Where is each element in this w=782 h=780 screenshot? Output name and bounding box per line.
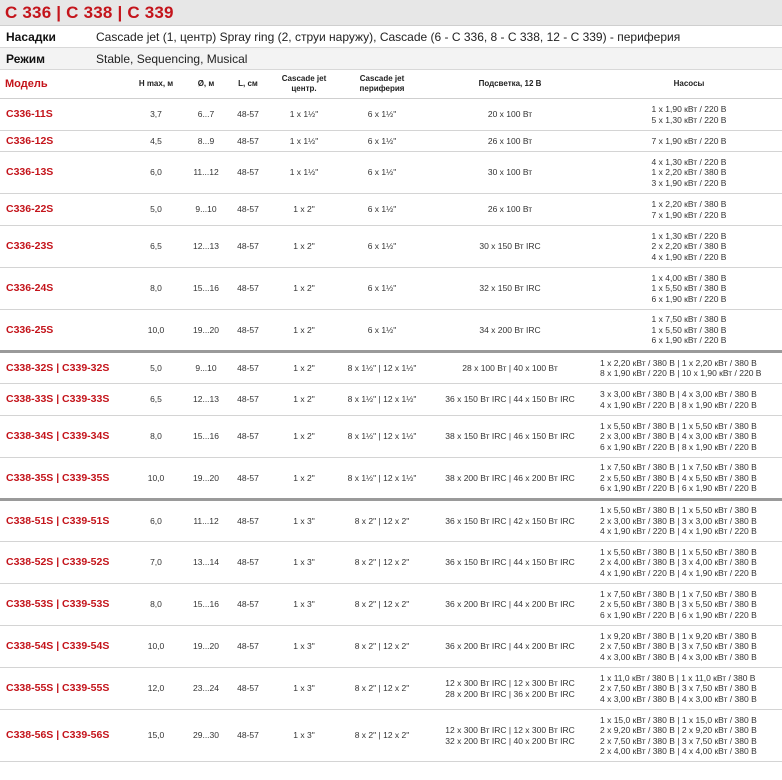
model-cell: C336-12S <box>6 134 54 147</box>
header-row <box>0 70 782 99</box>
lighting-cell: 38 x 150 Вт IRC | 46 x 150 Вт IRC <box>445 431 575 442</box>
header-lighting: Подсветка, 12 В <box>424 70 596 99</box>
length-cell: 48-57 <box>237 641 259 652</box>
cascade-periphery-cell: 6 x 1½" <box>367 167 397 178</box>
cascade-periphery-cell: 6 x 1½" <box>367 135 397 146</box>
model-cell: C338-56S | C339-56S <box>6 729 110 742</box>
pumps-cell: 1 x 7,50 кВт / 380 В | 1 x 7,50 кВт / 380 В 2 x 5,50 кВт / 380 В | 4 x 5,50 кВт / 380 В 6 x 1,90 кВт / 220 В | 6 x 1,90 кВт / 220 В <box>600 462 757 494</box>
cascade-center-cell: 1 x 1½" <box>289 135 319 146</box>
cascade-periphery-cell: 8 x 2" | 12 x 2" <box>354 599 410 610</box>
model-cell: C338-52S | C339-52S <box>6 556 110 569</box>
header-cascade-periphery: Cascade jet периферия <box>340 70 424 99</box>
pumps-cell: 1 x 2,20 кВт / 380 В 7 x 1,90 кВт / 220 В <box>651 199 727 220</box>
diameter-cell: 11...12 <box>184 500 228 542</box>
hmax-cell: 6,0 <box>150 167 162 178</box>
length-cell: 48-57 <box>237 683 259 694</box>
lighting-cell: 38 x 200 Вт IRC | 46 x 200 Вт IRC <box>445 472 575 483</box>
cascade-center-cell: 1 x 3" <box>268 500 340 542</box>
table-row <box>0 584 782 626</box>
lighting-cell: 36 x 200 Вт IRC | 44 x 200 Вт IRC <box>445 641 575 652</box>
cascade-periphery-cell: 6 x 1½" <box>367 283 397 294</box>
table-row <box>0 352 782 384</box>
length-cell: 48-57 <box>237 167 259 178</box>
cascade-periphery-cell: 8 x 2" | 12 x 2" <box>354 730 410 741</box>
model-cell: C336-22S <box>6 203 54 216</box>
model-cell: C338-34S | C339-34S <box>6 430 110 443</box>
nozzles-row <box>0 26 782 48</box>
pumps-cell: 1 x 5,50 кВт / 380 В | 1 x 5,50 кВт / 380 В 2 x 4,00 кВт / 380 В | 3 x 4,00 кВт / 380 В 4 x 1,90 кВт / 220 В | 4 x 1,90 кВт / 220 В <box>600 546 757 578</box>
length-cell: 48-57 <box>237 283 259 294</box>
model-cell: C336-23S <box>6 240 54 253</box>
header-diameter: Ø, м <box>184 70 228 99</box>
hmax-cell: 6,5 <box>150 241 162 252</box>
pumps-cell: 1 x 15,0 кВт / 380 В | 1 x 15,0 кВт / 380 В 2 x 9,20 кВт / 380 В | 2 x 9,20 кВт / 380 В 2 x 7,50 кВт / 380 В | 3 x 7,50 кВт / 380 В 2 x 4,00 кВт / 380 В | 4 x 4,00 кВт / 380 В <box>600 714 757 756</box>
table-row <box>0 626 782 668</box>
lighting-cell: 36 x 150 Вт IRC | 42 x 150 Вт IRC <box>424 500 596 542</box>
hmax-cell: 8,0 <box>150 599 162 610</box>
model-cell: C338-33S | C339-33S <box>6 393 110 406</box>
length-cell: 48-57 <box>237 730 259 741</box>
cascade-periphery-cell: 8 x 1½" | 12 x 1½" <box>347 431 417 442</box>
table-row <box>0 99 782 131</box>
diameter-cell: 12...13 <box>193 394 219 405</box>
lighting-cell: 26 x 100 Вт <box>487 204 533 215</box>
cascade-periphery-cell: 8 x 1½" | 12 x 1½" <box>347 394 417 405</box>
length-cell: 48-57 <box>237 109 259 120</box>
cascade-center-cell: 1 x 2" <box>293 394 315 405</box>
length-cell: 48-57 <box>237 241 259 252</box>
model-cell: C338-53S | C339-53S <box>6 598 110 611</box>
cascade-periphery-cell: 8 x 2" | 12 x 2" <box>354 683 410 694</box>
table-row <box>0 268 782 310</box>
cascade-periphery-cell: 6 x 1½" <box>367 241 397 252</box>
table-row <box>0 416 782 458</box>
length-cell: 48-57 <box>237 557 259 568</box>
pumps-cell: 3 x 3,00 кВт / 380 В | 4 x 3,00 кВт / 380 В 4 x 1,90 кВт / 220 В | 8 x 1,90 кВт / 220 В <box>600 389 757 410</box>
lighting-cell: 36 x 150 Вт IRC | 44 x 150 Вт IRC <box>445 394 575 405</box>
cascade-center-cell: 1 x 2" <box>293 472 315 483</box>
pumps-cell: 1 x 1,90 кВт / 220 В 5 x 1,30 кВт / 220 В <box>651 104 727 125</box>
cascade-center-cell: 1 x 2" <box>293 324 315 335</box>
hmax-cell: 6,5 <box>150 394 162 405</box>
hmax-cell: 12,0 <box>147 683 165 694</box>
diameter-cell: 19...20 <box>193 324 219 335</box>
table-row <box>0 668 782 710</box>
model-cell: C336-25S <box>6 323 54 336</box>
hmax-cell: 10,0 <box>147 641 165 652</box>
cascade-periphery-cell: 8 x 2" | 12 x 2" <box>340 500 424 542</box>
length-cell: 48-57 <box>228 500 268 542</box>
diameter-cell: 13...14 <box>193 557 219 568</box>
nozzles-label: Насадки <box>6 29 56 44</box>
lighting-cell: 32 x 150 Вт IRC <box>479 283 541 294</box>
header-model: Модель <box>0 70 128 99</box>
lighting-cell: 30 x 100 Вт <box>487 167 533 178</box>
length-cell: 48-57 <box>237 599 259 610</box>
model-cell: C338-51S | C339-51S <box>0 500 128 542</box>
table-row <box>0 500 782 542</box>
pumps-cell: 7 x 1,90 кВт / 220 В <box>651 135 727 146</box>
length-cell: 48-57 <box>237 431 259 442</box>
cascade-periphery-cell: 6 x 1½" <box>367 109 397 120</box>
length-cell: 48-57 <box>237 204 259 215</box>
model-cell: C336-24S <box>6 282 54 295</box>
diameter-cell: 9...10 <box>195 204 217 215</box>
hmax-cell: 6,0 <box>128 500 184 542</box>
table-row <box>0 152 782 194</box>
pumps-cell: 1 x 5,50 кВт / 380 В | 1 x 5,50 кВт / 380 В 2 x 3,00 кВт / 380 В | 4 x 3,00 кВт / 380 В 6 x 1,90 кВт / 220 В | 8 x 1,90 кВт / 220 В <box>600 420 757 452</box>
cascade-center-cell: 1 x 3" <box>293 641 315 652</box>
diameter-cell: 15...16 <box>193 283 219 294</box>
header-pumps: Насосы <box>596 70 782 99</box>
length-cell: 48-57 <box>228 352 268 384</box>
table-row <box>0 384 782 416</box>
lighting-cell: 28 x 100 Вт | 40 x 100 Вт <box>424 352 596 384</box>
model-cell: C338-35S | C339-35S <box>6 471 110 484</box>
hmax-cell: 4,5 <box>150 135 162 146</box>
pumps-cell: 1 x 2,20 кВт / 380 В | 1 x 2,20 кВт / 380 В 8 x 1,90 кВт / 220 В | 10 x 1,90 кВт / 220 В <box>596 352 782 384</box>
cascade-center-cell: 1 x 1½" <box>289 109 319 120</box>
table-row <box>0 542 782 584</box>
hmax-cell: 8,0 <box>150 431 162 442</box>
pumps-cell: 4 x 1,30 кВт / 220 В 1 x 2,20 кВт / 380 В 3 x 1,90 кВт / 220 В <box>651 156 727 188</box>
nozzles-value: Cascade jet (1, центр) Spray ring (2, струи наружу), Cascade (6 - C 336, 8 - C 338, 12 - C 339) - периферия <box>96 29 681 44</box>
cascade-center-cell: 1 x 2" <box>293 431 315 442</box>
pumps-cell: 1 x 1,30 кВт / 220 В 2 x 2,20 кВт / 380 В 4 x 1,90 кВт / 220 В <box>651 230 727 262</box>
model-cell: C336-13S <box>6 166 54 179</box>
cascade-center-cell: 1 x 3" <box>293 557 315 568</box>
diameter-cell: 23...24 <box>193 683 219 694</box>
hmax-cell: 15,0 <box>147 730 165 741</box>
cascade-center-cell: 1 x 1½" <box>289 167 319 178</box>
cascade-center-cell: 1 x 2" <box>293 283 315 294</box>
lighting-cell: 12 x 300 Вт IRC | 12 x 300 Вт IRC 32 x 200 Вт IRC | 40 x 200 Вт IRC <box>445 725 575 746</box>
hmax-cell: 5,0 <box>150 204 162 215</box>
model-cell: C338-32S | C339-32S <box>0 352 128 384</box>
hmax-cell: 5,0 <box>128 352 184 384</box>
diameter-cell: 15...16 <box>193 431 219 442</box>
lighting-cell: 34 x 200 Вт IRC <box>479 324 541 335</box>
spec-table <box>0 70 782 762</box>
table-row <box>0 226 782 268</box>
cascade-periphery-cell: 6 x 1½" <box>367 204 397 215</box>
hmax-cell: 7,0 <box>150 557 162 568</box>
cascade-periphery-cell: 8 x 1½" | 12 x 1½" <box>347 472 417 483</box>
cascade-periphery-cell: 6 x 1½" <box>367 324 397 335</box>
mode-value: Stable, Sequencing, Musical <box>96 51 248 66</box>
diameter-cell: 19...20 <box>193 641 219 652</box>
cascade-center-cell: 1 x 3" <box>293 730 315 741</box>
pumps-cell: 1 x 11,0 кВт / 380 В | 1 x 11,0 кВт / 380 В 2 x 7,50 кВт / 380 В | 3 x 7,50 кВт / 380 В 4 x 3,00 кВт / 380 В | 4 x 3,00 кВт / 380 В <box>600 672 757 704</box>
page-title: C 336 | C 338 | C 339 <box>5 2 174 22</box>
pumps-cell: 1 x 4,00 кВт / 380 В 1 x 5,50 кВт / 380 В 6 x 1,90 кВт / 220 В <box>651 272 727 304</box>
lighting-cell: 30 x 150 Вт IRC <box>479 241 541 252</box>
table-row <box>0 310 782 352</box>
hmax-cell: 10,0 <box>147 324 165 335</box>
cascade-center-cell: 1 x 2" <box>293 241 315 252</box>
diameter-cell: 15...16 <box>193 599 219 610</box>
length-cell: 48-57 <box>237 394 259 405</box>
cascade-center-cell: 1 x 3" <box>293 599 315 610</box>
model-cell: C338-55S | C339-55S <box>6 682 110 695</box>
pumps-cell: 1 x 7,50 кВт / 380 В 1 x 5,50 кВт / 380 В 6 x 1,90 кВт / 220 В <box>651 314 727 346</box>
cascade-periphery-cell: 8 x 2" | 12 x 2" <box>354 641 410 652</box>
length-cell: 48-57 <box>237 324 259 335</box>
header-length: L, см <box>228 70 268 99</box>
lighting-cell: 36 x 200 Вт IRC | 44 x 200 Вт IRC <box>445 599 575 610</box>
cascade-center-cell: 1 x 2" <box>293 204 315 215</box>
length-cell: 48-57 <box>237 135 259 146</box>
mode-label: Режим <box>6 51 45 66</box>
cascade-center-cell: 1 x 2" <box>268 352 340 384</box>
header-hmax: H max, м <box>128 70 184 99</box>
hmax-cell: 10,0 <box>147 472 165 483</box>
lighting-cell: 20 x 100 Вт <box>487 109 533 120</box>
cascade-periphery-cell: 8 x 2" | 12 x 2" <box>354 557 410 568</box>
cascade-center-cell: 1 x 3" <box>293 683 315 694</box>
pumps-cell: 1 x 5,50 кВт / 380 В | 1 x 5,50 кВт / 380 В 2 x 3,00 кВт / 380 В | 3 x 3,00 кВт / 380 В 4 x 1,90 кВт / 220 В | 4 x 1,90 кВт / 220 В <box>596 500 782 542</box>
table-row <box>0 458 782 500</box>
mode-row <box>0 48 782 70</box>
diameter-cell: 6...7 <box>197 109 215 120</box>
model-cell: C338-54S | C339-54S <box>6 640 110 653</box>
diameter-cell: 8...9 <box>197 135 215 146</box>
table-row <box>0 131 782 152</box>
header-cascade-center: Cascade jet центр. <box>268 70 340 99</box>
pumps-cell: 1 x 7,50 кВт / 380 В | 1 x 7,50 кВт / 380 В 2 x 5,50 кВт / 380 В | 3 x 5,50 кВт / 380 В 6 x 1,90 кВт / 220 В | 6 x 1,90 кВт / 220 В <box>600 588 757 620</box>
model-cell: C336-11S <box>6 108 53 121</box>
table-row <box>0 710 782 762</box>
table-row <box>0 194 782 226</box>
diameter-cell: 19...20 <box>193 472 219 483</box>
length-cell: 48-57 <box>237 472 259 483</box>
diameter-cell: 9...10 <box>184 352 228 384</box>
lighting-cell: 36 x 150 Вт IRC | 44 x 150 Вт IRC <box>445 557 575 568</box>
diameter-cell: 12...13 <box>193 241 219 252</box>
pumps-cell: 1 x 9,20 кВт / 380 В | 1 x 9,20 кВт / 380 В 2 x 7,50 кВт / 380 В | 3 x 7,50 кВт / 380 В 4 x 3,00 кВт / 380 В | 4 x 3,00 кВт / 380 В <box>600 630 757 662</box>
diameter-cell: 29...30 <box>193 730 219 741</box>
diameter-cell: 11...12 <box>193 167 219 178</box>
cascade-periphery-cell: 8 x 1½" | 12 x 1½" <box>340 352 424 384</box>
lighting-cell: 26 x 100 Вт <box>487 135 533 146</box>
lighting-cell: 12 x 300 Вт IRC | 12 x 300 Вт IRC 28 x 200 Вт IRC | 36 x 200 Вт IRC <box>445 678 575 699</box>
hmax-cell: 3,7 <box>150 109 162 120</box>
hmax-cell: 8,0 <box>150 283 162 294</box>
title-bar <box>0 0 782 26</box>
